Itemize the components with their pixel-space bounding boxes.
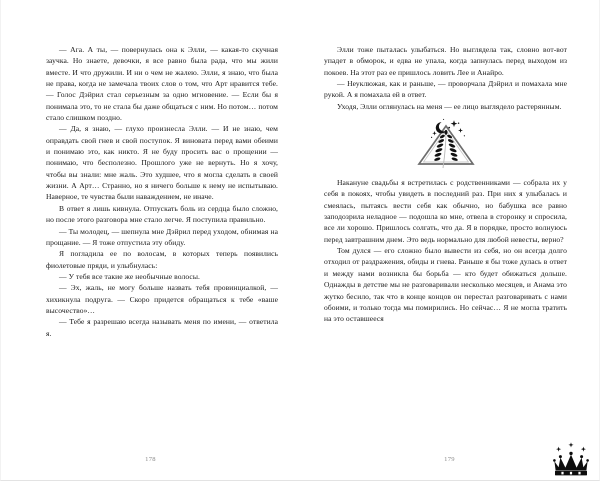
paragraph: Уходя, Элли оглянулась на меня — ее лицо выглядело растерянным. (337, 101, 562, 111)
paragraph: — У тебя все такие же необычные волосы. (59, 271, 200, 281)
left-page-text-column (46, 44, 278, 339)
paragraph: Накануне свадьбы я встретилась с родственниками — собрала их у себя в покоях, чтобы увидеть в последний раз. При них я улыбалась и смеялась, пытаясь вести себя как обычно, но бабушка все равно заподозрила неладное — подошла ко мне, отвела в сторонку и спросила, все ли хорошо. Пришлось солгать, что да. Я в порядке, просто волнуюсь перед завтрашним днем. Это ведь нормально для любой невесты, верно? (324, 178, 567, 244)
paragraph: — Тебе я разрешаю всегда называть меня по имени, — ответила я. (46, 317, 279, 338)
page-number-right: 179 (444, 456, 455, 463)
paragraph: — Ты молодец, — шепнула мне Дэйрил перед уходом, обнимая на прощание. — Я тоже отпустила эту обиду. (46, 226, 279, 247)
page-number-left: 178 (145, 456, 156, 463)
paragraph: — Ага. А ты, — повернулась она к Элли, — какая-то скучная заучка. Но знаете, девочки, я все равно была рада, что мы жили вместе. И что дружили. И ни о чем не жалею. Элли, я знаю, что была не права, когда не замечала твоих слов о том, что Арт нравится тебе. — Голос Дэйрил стал серьезным за одно мгновение. — Если бы я понимала это, то не стала бы даже общаться с ним. Но потом… потом стало слишком поздно. (46, 45, 279, 123)
right-page-text-column (324, 44, 567, 325)
triangle-moon-fern-ornament (324, 118, 567, 170)
paragraph: Я погладила ее по волосам, в которых теперь появились фиолетовые пряди, и улыбнулась: (46, 249, 279, 270)
paragraph: — Неуклюжая, как и раньше, — проворчала Дэйрил и помахала мне рукой. А я помахала ей в ответ. (324, 79, 567, 100)
paragraph: — Эх, жаль, не могу больше назвать тебя провинциалкой, — хихикнула подруга. — Скоро придется обращаться к тебе «ваше высочество»… (46, 283, 279, 315)
paragraph: Том дулся — его сложно было вывести из себя, но он всегда долго отходил от раздражения, обиды и гнева. Раньше я бы тоже дулась в ответ и между нами возникла бы борьба — кто будет обижаться дольше. Однажды в детстве мы не разговаривали несколько месяцев, и Анама это жутко бесило, так что в конце концов он перестал разговаривать с нами обоими, и только тогда мы помирились. Но сейчас… Я не могла тратить на это оставшееся (324, 246, 567, 324)
crown-icon (549, 442, 593, 478)
paragraph: Элли тоже пыталась улыбаться. Но выглядела так, словно вот-вот упадет в обморок, и едва не упала, когда запнулась перед выходом из покоев. На этот раз ее пришлось ловить Лее и Анайро. (324, 45, 567, 77)
right-page (300, 0, 599, 481)
paragraph: — Да, я знаю, — глухо произнесла Элли. — И не знаю, чем оправдать свой гнев и свой поступок. Я виновата перед вами обеими и понимаю это, как никто. Я не буду просить вас о прощении — понимаю, что бесполезно. Прошлого уже не вернуть. Но я хочу, чтобы вы знали: мне жаль. Это худшее, что я могла сделать в своей жизни. А Арт… Странно, но я ничего больше к нему не испытываю. Наверное, те чувства были наваждением, не иначе. (46, 124, 279, 202)
left-page (1, 0, 300, 481)
paragraph: В ответ я лишь кивнула. Отпускать боль из сердца было сложно, но после этого разговора мне стало легче. Я поступила правильно. (46, 203, 279, 225)
